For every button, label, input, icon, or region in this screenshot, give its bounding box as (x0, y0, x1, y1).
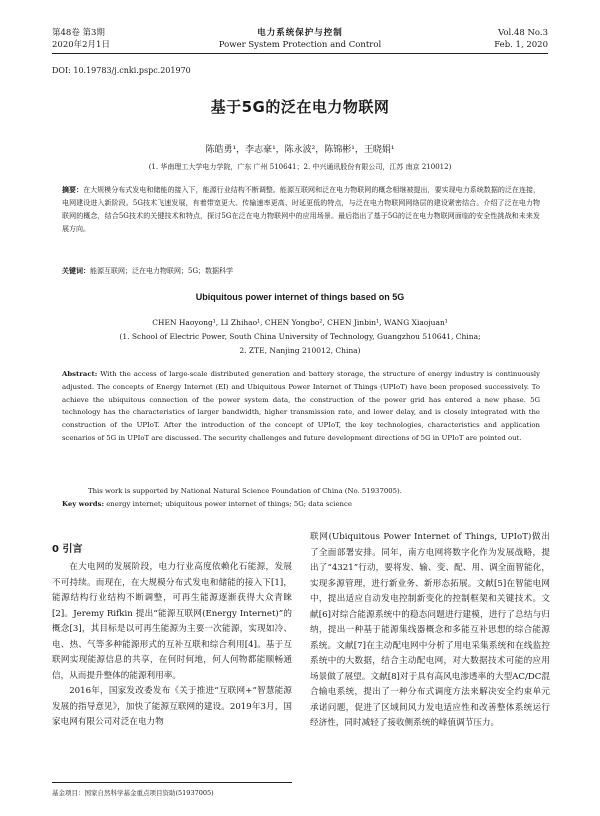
paper-title-zh: 基于5G的泛在电力物联网 (210, 98, 390, 116)
journal-volume-en: Vol.48 No.3 (498, 28, 548, 38)
abstract-zh (62, 183, 540, 236)
keywords-zh-text: 能源互联网；泛在电力物联网；5G；数据科学 (90, 267, 234, 275)
intro-paragraph-2: 2016年，国家发改委发布《关于推进“互联网+”智慧能源发展的指导意见》，加快了能源互联网的建设。2019年3月，国家电网有限公司对泛在电力物 (52, 686, 292, 727)
intro-paragraph-1: 在大电网的发展阶段，电力行业高度依赖化石能源，发展不可持续。而现在，在大规模分布式发电和储能的接入下[1]，能源结构行业结构不断调整，可再生能源逐渐获得大众青睐[2]。Jeremy Rifkin 提出“能源互联网(Energy Internet)”的概念[3]，其目标是以可再生能源为主要一次能源，实现如冷、电、热、气等多种能源形式的互补互联和综合利用[4]。基于互联网实现能源信息的共享，在何时何地，何人何物都能顺畅通信，从而提升整体的能源利用率。 (52, 562, 292, 681)
footnote-rule (52, 782, 292, 783)
abstract-en-label: Abstract: (62, 370, 98, 378)
journal-date-en: Feb. 1, 2020 (494, 40, 548, 50)
doi: DOI: 10.19783/j.cnki.pspc.201970 (52, 66, 191, 75)
affiliation-zh: (1. 华南理工大学电力学院，广东 广州 510641；2. 中兴通讯股份有限公司，江苏 南京 210012) (148, 163, 452, 171)
authors-zh: 陈皓勇¹，李志豪¹，陈永波²，陈锦彬¹，王晓娟¹ (205, 145, 395, 155)
affiliation-en-2: 2. ZTE, Nanjing 210012, China) (239, 346, 361, 355)
abstract-zh-text: 在大规模分布式发电和储能的接入下，能源行业结构不断调整。能源互联网和泛在电力物联网的概念相继被提出，要实现电力系统数据的泛在连接，电网建设进入新阶段。5G技术飞速发展，有着带宽更大、传输速率更高、时延更低的特点，与泛在电力物联网网络层的建设紧密结合。介绍了泛在电力物联网的概念，结合5G技术的关键技术和特点，探讨5G在泛在电力物联网中的应用场景。最后指出了基于5G的泛在电力物联网面临的安全性挑战和未来发展方向。 (62, 186, 541, 233)
abstract-en (62, 368, 540, 445)
support-note: This work is supported by National Natural Science Foundation of China (No. 51937005). (88, 487, 402, 495)
abstract-en-text: With the access of large-scale distributed generation and battery storage, the structure of energy industry is continuously adjusted. The concepts of Energy Internet (EI) and Ubiquitous Power Internet of Things (UPIoT) have been proposed successively. To achieve the ubiquitous connection of the power system data, the construction of the power grid has entered a new phase. 5G technology has the characteristics of larger bandwidth, higher transmission rate, and lower delay, and is closely integrated with the construction of the UPIoT. After the introduction of the concept of UPIoT, the key technologies, characteristics and application scenarios of 5G in UPIoT are discussed. The security challenges and future development directions of 5G in UPIoT are pointed out. (62, 370, 540, 442)
keywords-en (62, 498, 540, 511)
abstract-zh-label: 摘要： (62, 185, 84, 194)
keywords-en-label: Key words: (62, 500, 105, 508)
left-column (52, 560, 292, 731)
journal-date-zh: 2020年2月1日 (52, 40, 110, 50)
paper-title-en: Ubiquitous power internet of things based on 5G (195, 292, 405, 302)
authors-en: CHEN Haoyong¹, LI Zhihao¹, CHEN Yongbo², CHEN Jinbin¹, WANG Xiaojuan¹ (152, 318, 448, 327)
right-column (310, 530, 550, 732)
footnote-funding: 基金项目：国家自然科学基金重点项目资助(51937005) (52, 789, 214, 797)
keywords-zh-label: 关键词： (62, 266, 90, 275)
journal-name-en: Power System Protection and Control (218, 40, 382, 50)
journal-name-zh: 电力系统保护与控制 (257, 28, 343, 38)
header-rule (52, 53, 548, 54)
journal-volume-zh: 第48卷 第3期 (52, 28, 105, 38)
keywords-zh (62, 264, 540, 278)
keywords-en-text: energy internet; ubiquitous power internet of things; 5G; data science (106, 500, 352, 508)
section-heading-intro: 0 引言 (52, 544, 83, 555)
intro-paragraph-3: 联网(Ubiquitous Power Internet of Things, UPIoT)做出了全面部署安排。同年，南方电网将数字化作为发展战略，提出了“4321”行动，要将发、输、变、配、用、调全面智能化，实现多源管理，进行新业务、新形态拓展。文献[5]在智能电网中，提出适应自动发电控制新变化的控制框架和关键技术。文献[6]对综合能源系统中的稳态问题进行建模，进行了总结与归纳，提出一种基于能源集线器概念和多能互补思想的综合能源系统。文献[7]在主动配电网中分析了用电采集系统和在线监控系统中的大数据，结合主动配电网，对大数据技术可能的应用场景做了展望。文献[8]对于具有高风电渗透率的大型AC/DC混合输电系统，提出了一种分布式调度方法来解决安全约束单元承诺问题，促进了区域间风力发电适应性和改善整体系统运行经济性，同时减轻了接收侧系统的峰值调节压力。 (310, 532, 550, 728)
affiliation-en-1: (1. School of Electric Power, South China University of Technology, Guangzhou 510641, China; (119, 332, 481, 341)
